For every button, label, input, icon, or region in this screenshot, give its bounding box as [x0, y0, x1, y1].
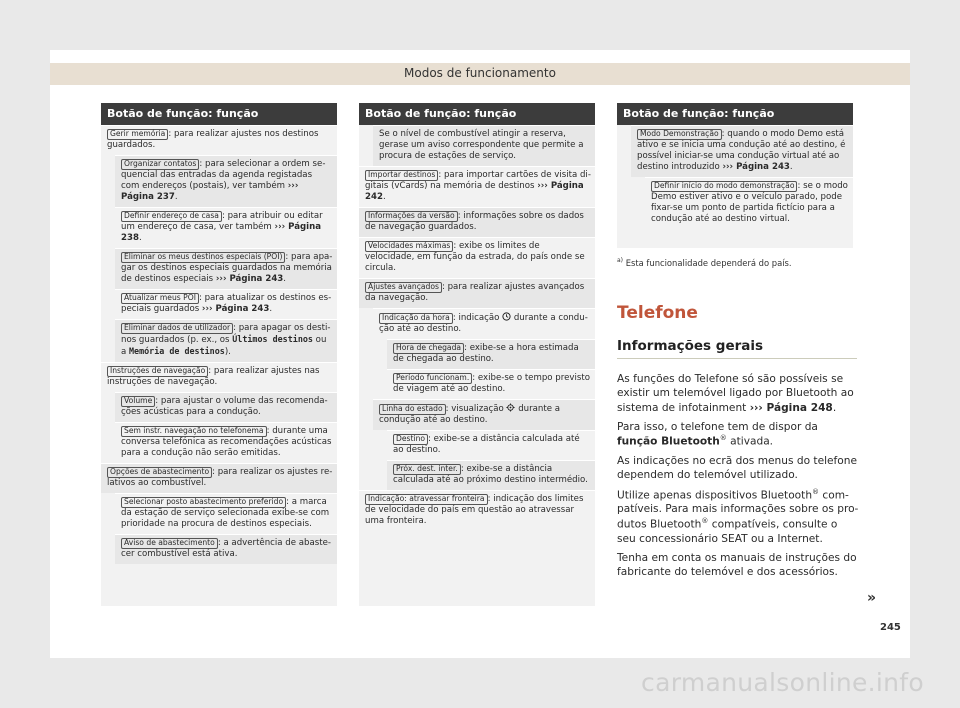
row-text: : indicação	[452, 313, 503, 323]
table-row	[115, 248, 337, 289]
table-row	[387, 369, 595, 399]
text: compatíveis, consulte o seu concessionário SEAT ou a Internet.	[617, 518, 838, 545]
page-reference[interactable]: ››› Página 243	[722, 162, 790, 172]
table-row	[115, 289, 337, 319]
row-text: : se o modo Demo estiver ativo e o veículo parado, pode fixar-se um ponto de partida fictício para a condução até ao destino virtual.	[651, 181, 848, 224]
table-row	[359, 166, 595, 207]
function-button-label: Sem instr. navegação no telefonema	[121, 426, 267, 437]
function-button-label: Atualizar meus POI	[121, 293, 199, 304]
page-reference[interactable]: ››› Página 248	[749, 401, 833, 414]
table-row	[359, 237, 595, 278]
function-button-label: Hora de chegada	[393, 343, 464, 354]
row-text: : para ajustar o volume das recomendações acústicas para a condução.	[121, 396, 328, 417]
table-row	[115, 534, 337, 564]
table-row	[631, 125, 853, 177]
function-button-label: Próx. dest. inter.	[393, 464, 461, 475]
table-row	[373, 125, 595, 166]
row-text: : exibe os limites de velocidade, em função da estrada, do país onde se circula.	[365, 241, 585, 273]
function-button-label: Eliminar os meus destinos especiais (POI)	[121, 252, 285, 263]
continue-mark: »	[867, 590, 877, 606]
column-header: Botão de função: função	[101, 103, 337, 125]
function-button-label: Informações da versão	[365, 211, 458, 222]
row-text: durante a condução até ao destino.	[379, 313, 588, 334]
row-text: .	[382, 192, 386, 202]
row-text: .	[789, 162, 793, 172]
row-text: : indicação dos limites de velocidade do país em questão ao atravessar uma fronteira.	[365, 494, 584, 526]
table-row	[645, 177, 853, 229]
paragraph: Tenha em conta os manuais de instruções do fabricante do telemóvel e dos acessórios.	[617, 551, 857, 579]
row-text: : para atribuir ou editar um endereço de casa, ver também	[121, 211, 323, 232]
row-text: .	[269, 304, 273, 314]
table-row	[101, 362, 337, 392]
footnote-text: Esta funcionalidade dependerá do país.	[625, 257, 792, 268]
row-text: : exibe-se o tempo previsto de viagem até ao destino.	[393, 373, 590, 394]
row-text: .	[283, 274, 287, 284]
row-text: : para atualizar os destinos especiais guardados	[121, 293, 332, 314]
table-row	[373, 399, 595, 430]
function-button-label: Indicação: atravessar fronteira	[365, 494, 488, 505]
row-text: : visualização	[445, 404, 507, 414]
function-button-label: Eliminar dados de utilizador	[121, 323, 233, 334]
row-text: ).	[224, 347, 231, 357]
row-text: : exibe-se a distância calculada até ao destino.	[393, 434, 580, 455]
column-header: Botão de função: função	[359, 103, 595, 125]
row-text: : para apagar os destinos guardados (p. ex., os	[121, 323, 331, 345]
row-text: : para realizar ajustes nos destinos guardados.	[107, 129, 319, 150]
table-row	[359, 278, 595, 308]
function-button-label: Definir endereço de casa	[121, 211, 222, 222]
function-button-label: Período funcionam.	[393, 373, 472, 384]
table-row	[359, 207, 595, 237]
row-text: Se o nível de combustível atingir a reserva, gerase um aviso correspondente que permite a procura de estações de serviço.	[379, 129, 584, 161]
paragraph: As indicações no ecrã dos menus do telefone dependem do telemóvel utilizado.	[617, 455, 857, 482]
row-text: ou a	[121, 335, 327, 357]
page-reference[interactable]: ››› Página 243	[215, 274, 284, 284]
registered-mark: ®	[812, 487, 820, 496]
registered-mark: ®	[701, 516, 709, 525]
row-text: : exibe-se a distância calculada até ao próximo destino intermédio.	[393, 464, 588, 485]
function-button-label: Volume	[121, 396, 155, 407]
table-row	[387, 339, 595, 369]
function-button-label: Modo Demonstração	[637, 129, 722, 140]
function-button-label: Organizar contatos	[121, 159, 199, 170]
row-text: .	[138, 233, 142, 243]
function-button-label: Velocidades máximas	[365, 241, 453, 252]
page-number: 245	[880, 622, 901, 633]
table-column-2	[359, 103, 595, 606]
paragraph	[617, 372, 859, 415]
bold-text: função Bluetooth	[617, 435, 720, 448]
function-button-label: Aviso de abastecimento	[121, 538, 218, 549]
function-button-label: Ajustes avançados	[365, 282, 442, 293]
row-text: durante a condução até ao destino.	[379, 404, 561, 425]
row-text: : para apagar os destinos especiais guardados na memória de destinos especiais	[121, 252, 333, 284]
row-text: : exibe-se a hora estimada de chegada ao destino.	[393, 343, 579, 364]
registered-mark: ®	[719, 434, 727, 443]
table-row	[387, 460, 595, 490]
row-text: : a advertência de abastecer combustível está ativa.	[121, 538, 331, 559]
function-button-label: Selecionar posto abastecimento preferido	[121, 497, 286, 508]
menu-name: Memória de destinos	[129, 346, 225, 356]
function-button-label: Indicação da hora	[379, 313, 453, 324]
text: ativada.	[726, 435, 774, 448]
section-title: Telefone	[617, 303, 698, 323]
table-row	[387, 430, 595, 460]
function-button-label: Gerir memória	[107, 129, 168, 140]
paragraph	[617, 488, 859, 546]
text: As funções do Telefone só são possíveis se existir um telemóvel ligado por Bluetooth ao sistema de infotainment	[617, 373, 854, 414]
paragraph	[617, 420, 859, 449]
text: compatíveis. Para mais informações sobre os produtos Bluetooth	[617, 489, 859, 531]
table-column-1	[101, 103, 337, 606]
row-text: : para realizar os ajustes relativos ao combustível.	[107, 467, 333, 488]
table-row	[359, 490, 595, 531]
text: .	[832, 401, 837, 414]
row-text: .	[174, 192, 178, 202]
row-text: : durante uma conversa telefónica as recomendações acústicas para a condução não serão emitidas.	[121, 426, 332, 458]
page-header-title: Modos de funcionamento	[404, 66, 556, 80]
function-button-label: Instruções de navegação	[107, 366, 208, 377]
row-text: : para realizar ajustes avançados da navegação.	[365, 282, 585, 303]
table-row	[115, 319, 337, 362]
table-row	[115, 155, 337, 207]
function-button-label: Importar destinos	[365, 170, 438, 181]
function-button-label: Destino	[393, 434, 428, 445]
text: Utilize apenas dispositivos Bluetooth	[617, 489, 813, 502]
function-button-label: Linha do estado	[379, 404, 446, 415]
clock-icon	[502, 313, 511, 323]
footnote-mark: a)	[617, 257, 624, 264]
footnote	[617, 257, 857, 268]
page-reference[interactable]: ››› Página 238	[121, 222, 322, 243]
row-text: : quando o modo Demo está ativo e se inicia uma condução até ao destino, é possível iniciar-se uma condução virtual até ao destino introduzido	[637, 129, 846, 172]
table-row	[115, 207, 337, 248]
section-subtitle: Informações gerais	[617, 338, 857, 359]
table-row	[115, 493, 337, 534]
page-reference[interactable]: ››› Página 237	[121, 181, 299, 202]
function-button-label: Definir início do modo demonstração	[651, 181, 797, 192]
menu-name: Últimos destinos	[232, 334, 313, 344]
watermark: carmanualsonline.info	[641, 668, 924, 697]
text: Para isso, o telefone tem de dispor da	[617, 420, 818, 433]
table-row	[115, 392, 337, 422]
table-row	[101, 463, 337, 493]
body-text	[617, 372, 859, 584]
row-text: : para importar cartões de visita digitais (vCards) na memória de destinos	[365, 170, 591, 191]
row-text: : informações sobre os dados de navegação guardados.	[365, 211, 584, 232]
page-reference[interactable]: ››› Página 243	[201, 304, 270, 314]
table-row	[373, 308, 595, 339]
page-reference[interactable]: ››› Página 242	[365, 181, 584, 202]
function-button-label: Opções de abastecimento	[107, 467, 212, 478]
table-row	[101, 125, 337, 155]
row-text: : a marca da estação de serviço selecionada exibe-se com prioridade na procura de destinos especiais.	[121, 497, 330, 529]
table-column-3	[617, 103, 853, 248]
row-text: : para selecionar a ordem sequencial das entradas da agenda registadas com endereços (postais), ver também	[121, 159, 326, 191]
column-header: Botão de função: função	[617, 103, 853, 125]
table-row	[115, 422, 337, 463]
row-text: : para realizar ajustes nas instruções de navegação.	[107, 366, 320, 387]
